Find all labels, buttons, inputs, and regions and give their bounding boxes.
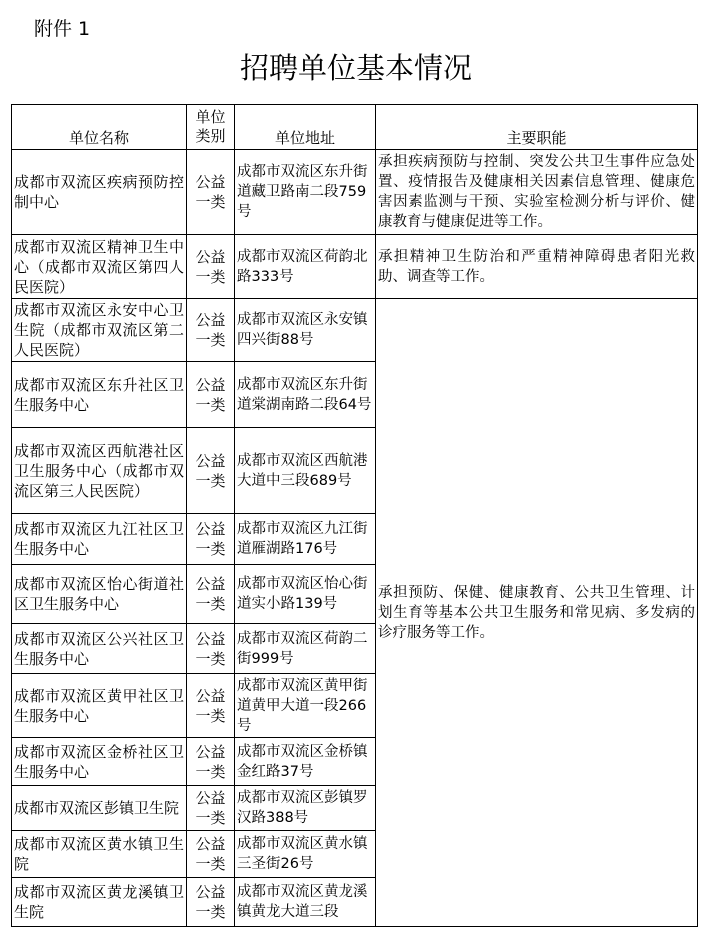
unit-address: 成都市双流区黄水镇三圣街26号 [235, 831, 376, 878]
table-row [12, 299, 698, 362]
header-duties: 主要职能 [376, 105, 698, 150]
unit-type: 公益一类 [187, 786, 235, 831]
unit-address: 成都市双流区西航港大道中三段689号 [235, 428, 376, 514]
unit-type: 公益一类 [187, 831, 235, 878]
header-type: 单位类别 [187, 105, 235, 150]
unit-address: 成都市双流区黄甲街道黄甲大道一段266号 [235, 674, 376, 738]
header-row [12, 105, 698, 150]
unit-address: 成都市双流区东升街道棠湖南路二段64号 [235, 362, 376, 428]
unit-address: 成都市双流区金桥镇金红路37号 [235, 738, 376, 786]
unit-address: 成都市双流区彭镇罗汉路388号 [235, 786, 376, 831]
unit-type: 公益一类 [187, 878, 235, 927]
unit-address: 成都市双流区永安镇四兴街88号 [235, 299, 376, 362]
unit-name: 成都市双流区疾病预防控制中心 [12, 150, 187, 235]
unit-name: 成都市双流区公兴社区卫生服务中心 [12, 624, 187, 674]
unit-type: 公益一类 [187, 150, 235, 235]
unit-address: 成都市双流区东升街道藏卫路南二段759号 [235, 150, 376, 235]
unit-type: 公益一类 [187, 738, 235, 786]
unit-name: 成都市双流区黄甲社区卫生服务中心 [12, 674, 187, 738]
unit-address: 成都市双流区九江街道雁湖路176号 [235, 514, 376, 565]
unit-type: 公益一类 [187, 565, 235, 624]
unit-name: 成都市双流区彭镇卫生院 [12, 786, 187, 831]
unit-type: 公益一类 [187, 428, 235, 514]
unit-address: 成都市双流区怡心街道实小路139号 [235, 565, 376, 624]
unit-address: 成都市双流区荷韵二街999号 [235, 624, 376, 674]
header-name: 单位名称 [12, 105, 187, 150]
unit-address: 成都市双流区黄龙溪镇黄龙大道三段 [235, 878, 376, 927]
unit-name: 成都市双流区黄龙溪镇卫生院 [12, 878, 187, 927]
table-row [12, 235, 698, 299]
unit-type: 公益一类 [187, 299, 235, 362]
unit-name: 成都市双流区金桥社区卫生服务中心 [12, 738, 187, 786]
shared-duties: 承担预防、保健、健康教育、公共卫生管理、计划生育等基本公共卫生服务和常见病、多发病的诊疗服务等工作。 [376, 299, 698, 927]
unit-type: 公益一类 [187, 674, 235, 738]
unit-duties: 承担精神卫生防治和严重精神障碍患者阳光救助、调查等工作。 [376, 235, 698, 299]
unit-name: 成都市双流区东升社区卫生服务中心 [12, 362, 187, 428]
unit-duties: 承担疾病预防与控制、突发公共卫生事件应急处置、疫情报告及健康相关因素信息管理、健康危害因素监测与干预、实验室检测分析与评价、健康教育与健康促进等工作。 [376, 150, 698, 235]
units-body [12, 150, 698, 927]
unit-type: 公益一类 [187, 362, 235, 428]
unit-name: 成都市双流区怡心街道社区卫生服务中心 [12, 565, 187, 624]
page-title: 招聘单位基本情况 [239, 51, 472, 85]
units-table [11, 104, 698, 927]
unit-name: 成都市双流区西航港社区卫生服务中心（成都市双流区第三人民医院） [12, 428, 187, 514]
table-row [12, 150, 698, 235]
unit-type: 公益一类 [187, 235, 235, 299]
attachment-label: 附件 1 [34, 18, 91, 40]
unit-name: 成都市双流区九江社区卫生服务中心 [12, 514, 187, 565]
unit-address: 成都市双流区荷韵北路333号 [235, 235, 376, 299]
unit-name: 成都市双流区永安中心卫生院（成都市双流区第二人民医院） [12, 299, 187, 362]
unit-type: 公益一类 [187, 514, 235, 565]
unit-type: 公益一类 [187, 624, 235, 674]
unit-name: 成都市双流区精神卫生中心（成都市双流区第四人民医院） [12, 235, 187, 299]
header-address: 单位地址 [235, 105, 376, 150]
unit-name: 成都市双流区黄水镇卫生院 [12, 831, 187, 878]
